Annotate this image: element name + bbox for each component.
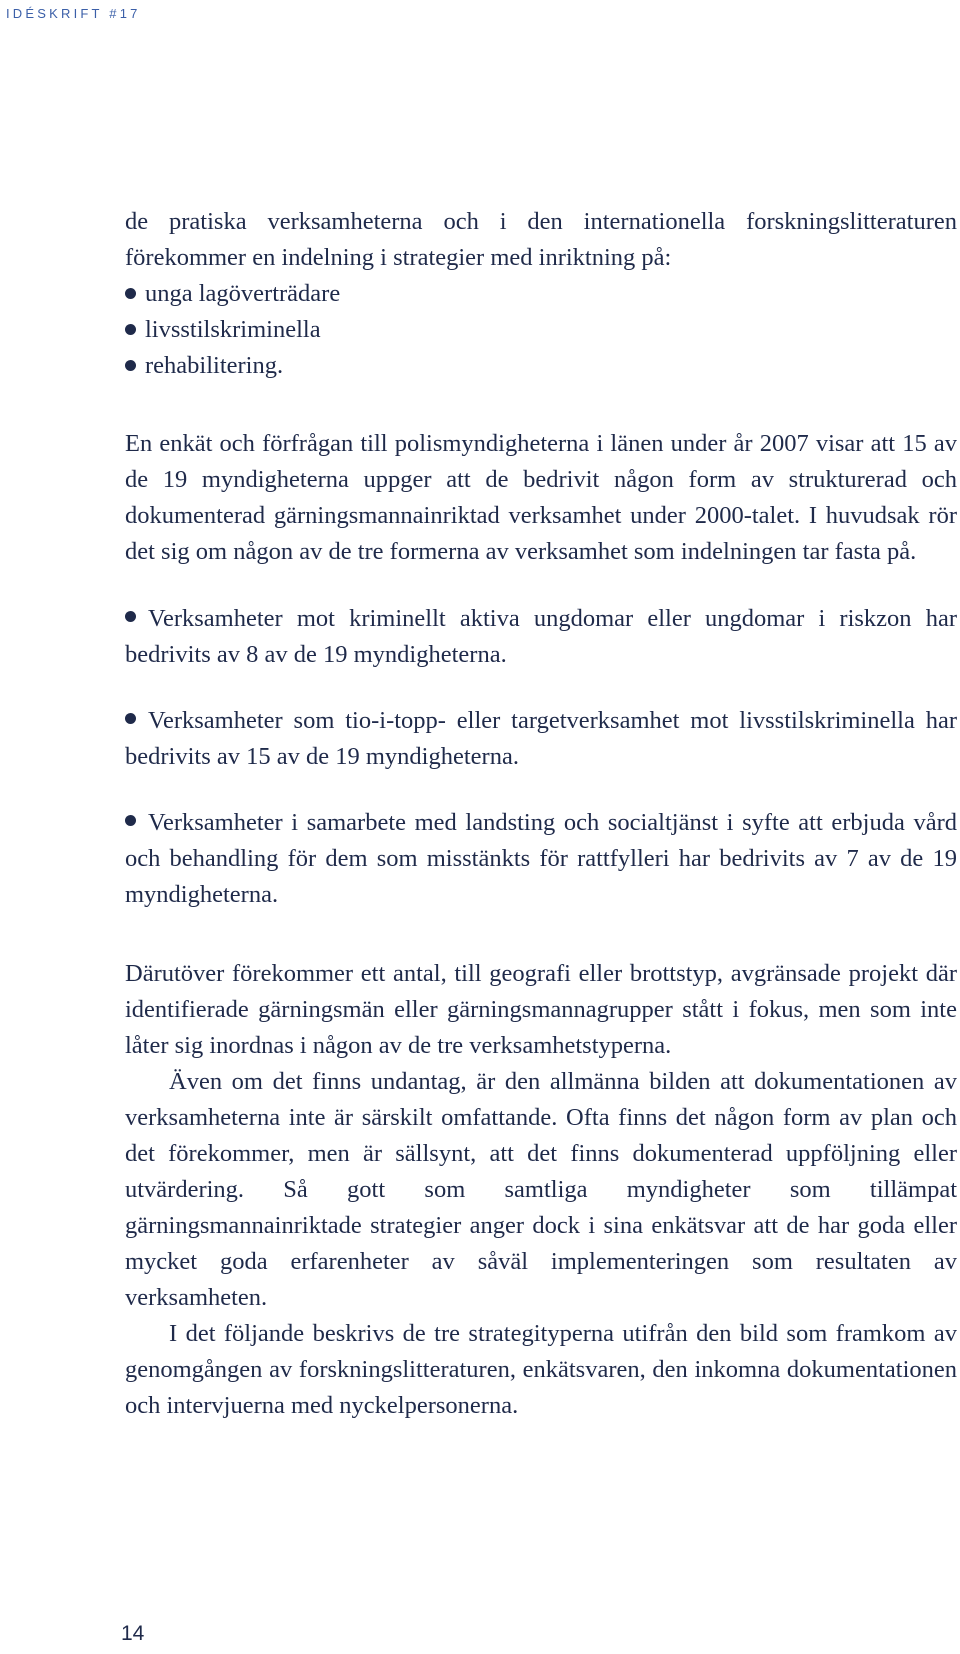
bullet-icon	[125, 288, 136, 299]
finding-paragraph	[125, 601, 957, 673]
finding-text: Verksamheter i samarbete med landsting och socialtjänst i syfte att erbjuda vård och behandling för dem som misstänkts för rattfylleri har bedrivits av 7 av de 19 myndigheterna.	[125, 809, 957, 908]
body-text	[125, 204, 957, 1424]
finding-text: Verksamheter som tio-i-topp- eller targetverksamhet mot livsstilskriminella har bedrivits av 15 av de 19 myndigheterna.	[125, 707, 957, 770]
bullet-icon	[125, 360, 136, 371]
strategy-list	[125, 276, 957, 384]
list-item	[125, 276, 957, 312]
list-item	[125, 312, 957, 348]
list-item	[125, 348, 957, 384]
finding-text: Verksamheter mot kriminellt aktiva ungdomar eller ungdomar i riskzon har bedrivits av 8 av de 19 myndigheterna.	[125, 605, 957, 668]
finding-paragraph	[125, 805, 957, 913]
list-item-label: unga lagöverträdare	[145, 280, 341, 307]
page-number: 14	[121, 1622, 145, 1645]
list-item-label: rehabilitering.	[145, 352, 284, 379]
closing-paragraph: I det följande beskrivs de tre strategityperna utifrån den bild som framkom av genomgången av forskningslitteraturen, enkätsvaren, den inkomna dokumentationen och intervjuerna med nyckelpersonerna.	[125, 1320, 957, 1419]
bullet-icon	[125, 611, 136, 622]
survey-paragraph: En enkät och förfrågan till polismyndigheterna i länen under år 2007 visar att 15 av de 19 myndigheterna uppger att de bedrivit någon form av strukturerad och dokumenterad gärningsmannainriktad verksamhet under 2000-talet. I huvudsak rör det sig om någon av de tre formerna av verksamhet som indelningen tar fasta på.	[125, 430, 957, 565]
publication-header: IDÉSKRIFT #17	[6, 6, 141, 21]
finding-paragraph	[125, 703, 957, 775]
intro-paragraph: de pratiska verksamheterna och i den internationella forskningslitteraturen förekommer en indelning i strategier med inriktning på:	[125, 208, 957, 271]
closing-paragraph: Även om det finns undantag, är den allmänna bilden att dokumentationen av verksamheterna inte är särskilt omfattande. Ofta finns det någon form av plan och det förekommer, men är sällsynt, att det finns dokumenterad uppföljning eller utvärdering. Så gott som samtliga myndigheter som tillämpat gärningsmannainriktade strategier anger dock i sina enkätsvar att de har goda eller mycket goda erfarenheter av såväl implementeringen som resultaten av verksamheten.	[125, 1068, 957, 1311]
bullet-icon	[125, 815, 136, 826]
list-item-label: livsstilskriminella	[145, 316, 321, 343]
bullet-icon	[125, 324, 136, 335]
bullet-icon	[125, 713, 136, 724]
closing-paragraph: Därutöver förekommer ett antal, till geografi eller brottstyp, avgränsade projekt där identifierade gärningsmän eller gärningsmannagrupper stått i fokus, men som inte låter sig inordnas i någon av de tre verksamhetstyperna.	[125, 960, 957, 1059]
